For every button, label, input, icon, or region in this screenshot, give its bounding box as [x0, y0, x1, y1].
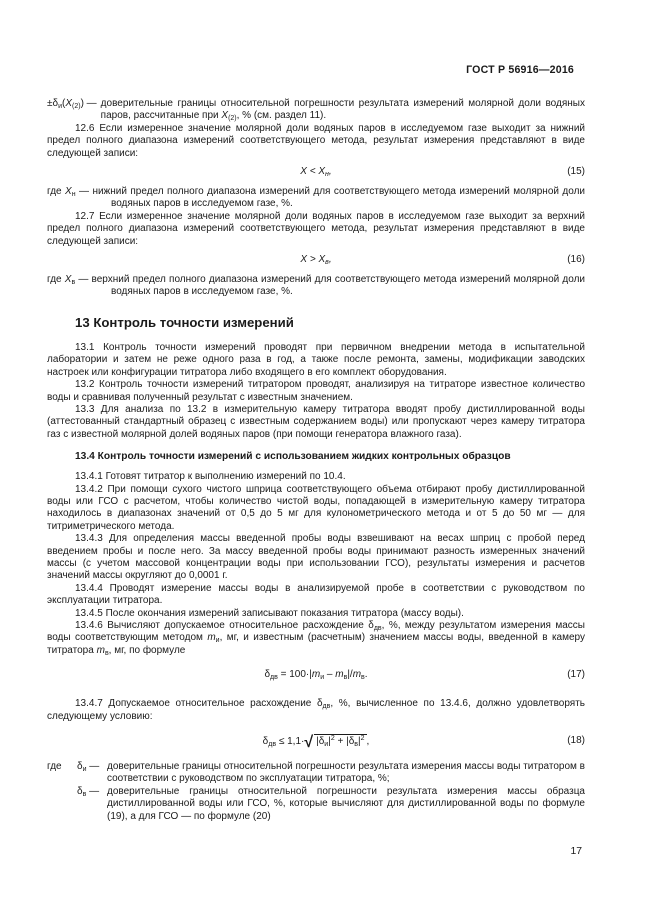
formula-18-tail: , — [366, 736, 370, 748]
section-13-title: 13 Контроль точности измерений — [75, 314, 294, 330]
page-body — [47, 96, 585, 823]
formula-16 — [47, 254, 585, 269]
paragraph-13-4-5: 13.4.5 После окончания измерений записывают показания титратора (массу воды). — [75, 607, 464, 619]
sqrt-sign-icon: √ — [304, 734, 314, 752]
where-delta-i-symbol: $\delta_и$ — — [77, 761, 100, 774]
document-standard-header: ГОСТ Р 56916—2016 — [466, 64, 574, 76]
where-delta-i-text: доверительные границы относительной погрешности результата измерения массы воды титратором в соответствии с руководством по эксплуатации титратора, %; — [107, 761, 585, 785]
where-spacer — [47, 786, 77, 823]
paragraph-13-4-7: 13.4.7 Допускаемое относительное расхождение $\delta_{дв}$, %, вычисленное по 13.4.6, должно удовлетворять следующему условию: — [47, 698, 585, 722]
formula-17-number: (17) — [567, 669, 585, 681]
definition-delta-x2 — [47, 98, 585, 123]
paragraph-13-4-2: 13.4.2 При помощи сухого чистого шприца соответствующего объема отбирают пробу дистиллированной воды или ГСО с расчетом, чтобы количество чистой воды, попадающей в измерительную камеру титратора находилось в диапазонах значений от 0,5 до 5 мг для кулонометрического метода и от 5 до 50 мг — для титриметрического метода. — [47, 483, 585, 532]
formula-17 — [47, 669, 585, 684]
paragraph-12-7: 12.7 Если измеренное значение молярной доли водяных паров в исследуемом газе выходит за верхний предел полного диапазона измерений соответствующего метода, результат измерения представляют в виде следующей записи: — [47, 210, 585, 247]
formula-15-expression: $X < X_н$, — [300, 166, 332, 179]
where-delta-v-text: доверительные границы относительной погрешности результата измерения массы образца дистиллированной воды или ГСО, %, которые вычисляют для дистиллированной воды по формуле (19), а для ГСО — по формуле (20) — [107, 785, 585, 822]
definition-text: доверительные границы относительной погрешности результата измерений молярной доли водяных паров, рассчитанные при $X_{(2)}$, % (см. раздел 11). — [100, 98, 585, 123]
formula-15-number: (15) — [567, 166, 585, 178]
paragraph-13-4-4: 13.4.4 Проводят измерение массы воды в анализируемой пробе в соответствии с руководством по эксплуатации титратора. — [47, 582, 585, 607]
where-delta-v-symbol: $\delta_в$ — — [77, 785, 100, 798]
where-delta-i — [47, 761, 585, 786]
section-13-4-title: 13.4 Контроль точности измерений с использованием жидких контрольных образцов — [75, 451, 511, 463]
formula-16-expression: $X > X_в$, — [300, 254, 332, 267]
page-number: 17 — [570, 846, 582, 857]
formula-18-radicand: $|\delta_и|^2 + |\delta_в|^2$ — [316, 735, 365, 749]
paragraph-13-1: 13.1 Контроль точности измерений проводят при первичном внедрении метода в испытательной лаборатории и затем не реже одного раза в год, а также после ремонта, замены, модификации заводских настроек или конфигурации титратора либо входящего в его комплект оборудования. — [47, 341, 585, 378]
formula-18-expression — [47, 734, 585, 752]
formula-15 — [47, 166, 585, 181]
paragraph-13-4-1: 13.4.1 Готовят титратор к выполнению измерений по 10.4. — [75, 471, 346, 483]
where-xn: где $X_н$ — нижний предел полного диапазона измерений для соответствующего метода измерений молярной доли водяных паров в исследуемом газе, %. — [47, 186, 585, 210]
paragraph-13-3: 13.3 Для анализа по 13.2 в измерительную камеру титратора вводят пробу дистиллированной воды (аттестованный стандартный образец с известным содержанием воды) или пропускают через камеру титратора газ с известной молярной долей водяных паров (при помощи генератора влажного газа). — [47, 403, 585, 440]
formula-18-number: (18) — [567, 735, 585, 747]
formula-18-lhs: $\delta_{дв} \le 1,1\cdot$ — [262, 736, 305, 749]
paragraph-13-4-3: 13.4.3 Для определения массы введенной пробы воды взвешивают на весах шприц с пробой перед введением пробы и после него. За массу введенной пробы воды принимают разность измеренных значений массы (с учетом массовой концентрации воды при использовании ГСО), результаты измерения и расчетов значений массы округляют до 0,0001 г. — [47, 533, 585, 582]
formula-17-expression: $\delta_{дв} = 100\cdot|m_и - m_в|/m_в$. — [264, 669, 368, 682]
definition-symbol: $\pm\delta_и(X_{(2)})$ — — [47, 98, 97, 110]
where-xv: где $X_в$ — верхний предел полного диапазона измерений для соответствующего метода измерений молярной доли водяных паров в исследуемом газе, %. — [47, 274, 585, 298]
formula-16-number: (16) — [567, 254, 585, 266]
paragraph-12-6: 12.6 Если измеренное значение молярной доли водяных паров в исследуемом газе выходит за нижний предел полного диапазона измерений соответствующего метода, результат измерения представляют в виде следующей записи: — [47, 122, 585, 159]
paragraph-13-4-6: 13.4.6 Вычисляют допускаемое относительное расхождение $\delta_{дв}$, %, между результатом измерения массы воды соответствующим методом $m_и$, мг, и известным (расчетным) значением массы воды, введенной в камеру титратора $m_в$, мг, по формуле — [47, 620, 585, 657]
where-delta-v — [47, 786, 585, 823]
where-word: где — [47, 761, 62, 773]
paragraph-13-2: 13.2 Контроль точности измерений титратором проводят, анализируя на титраторе известное количество воды и сравнивая полученный результат с известным значением. — [47, 379, 585, 403]
formula-18 — [47, 731, 585, 753]
